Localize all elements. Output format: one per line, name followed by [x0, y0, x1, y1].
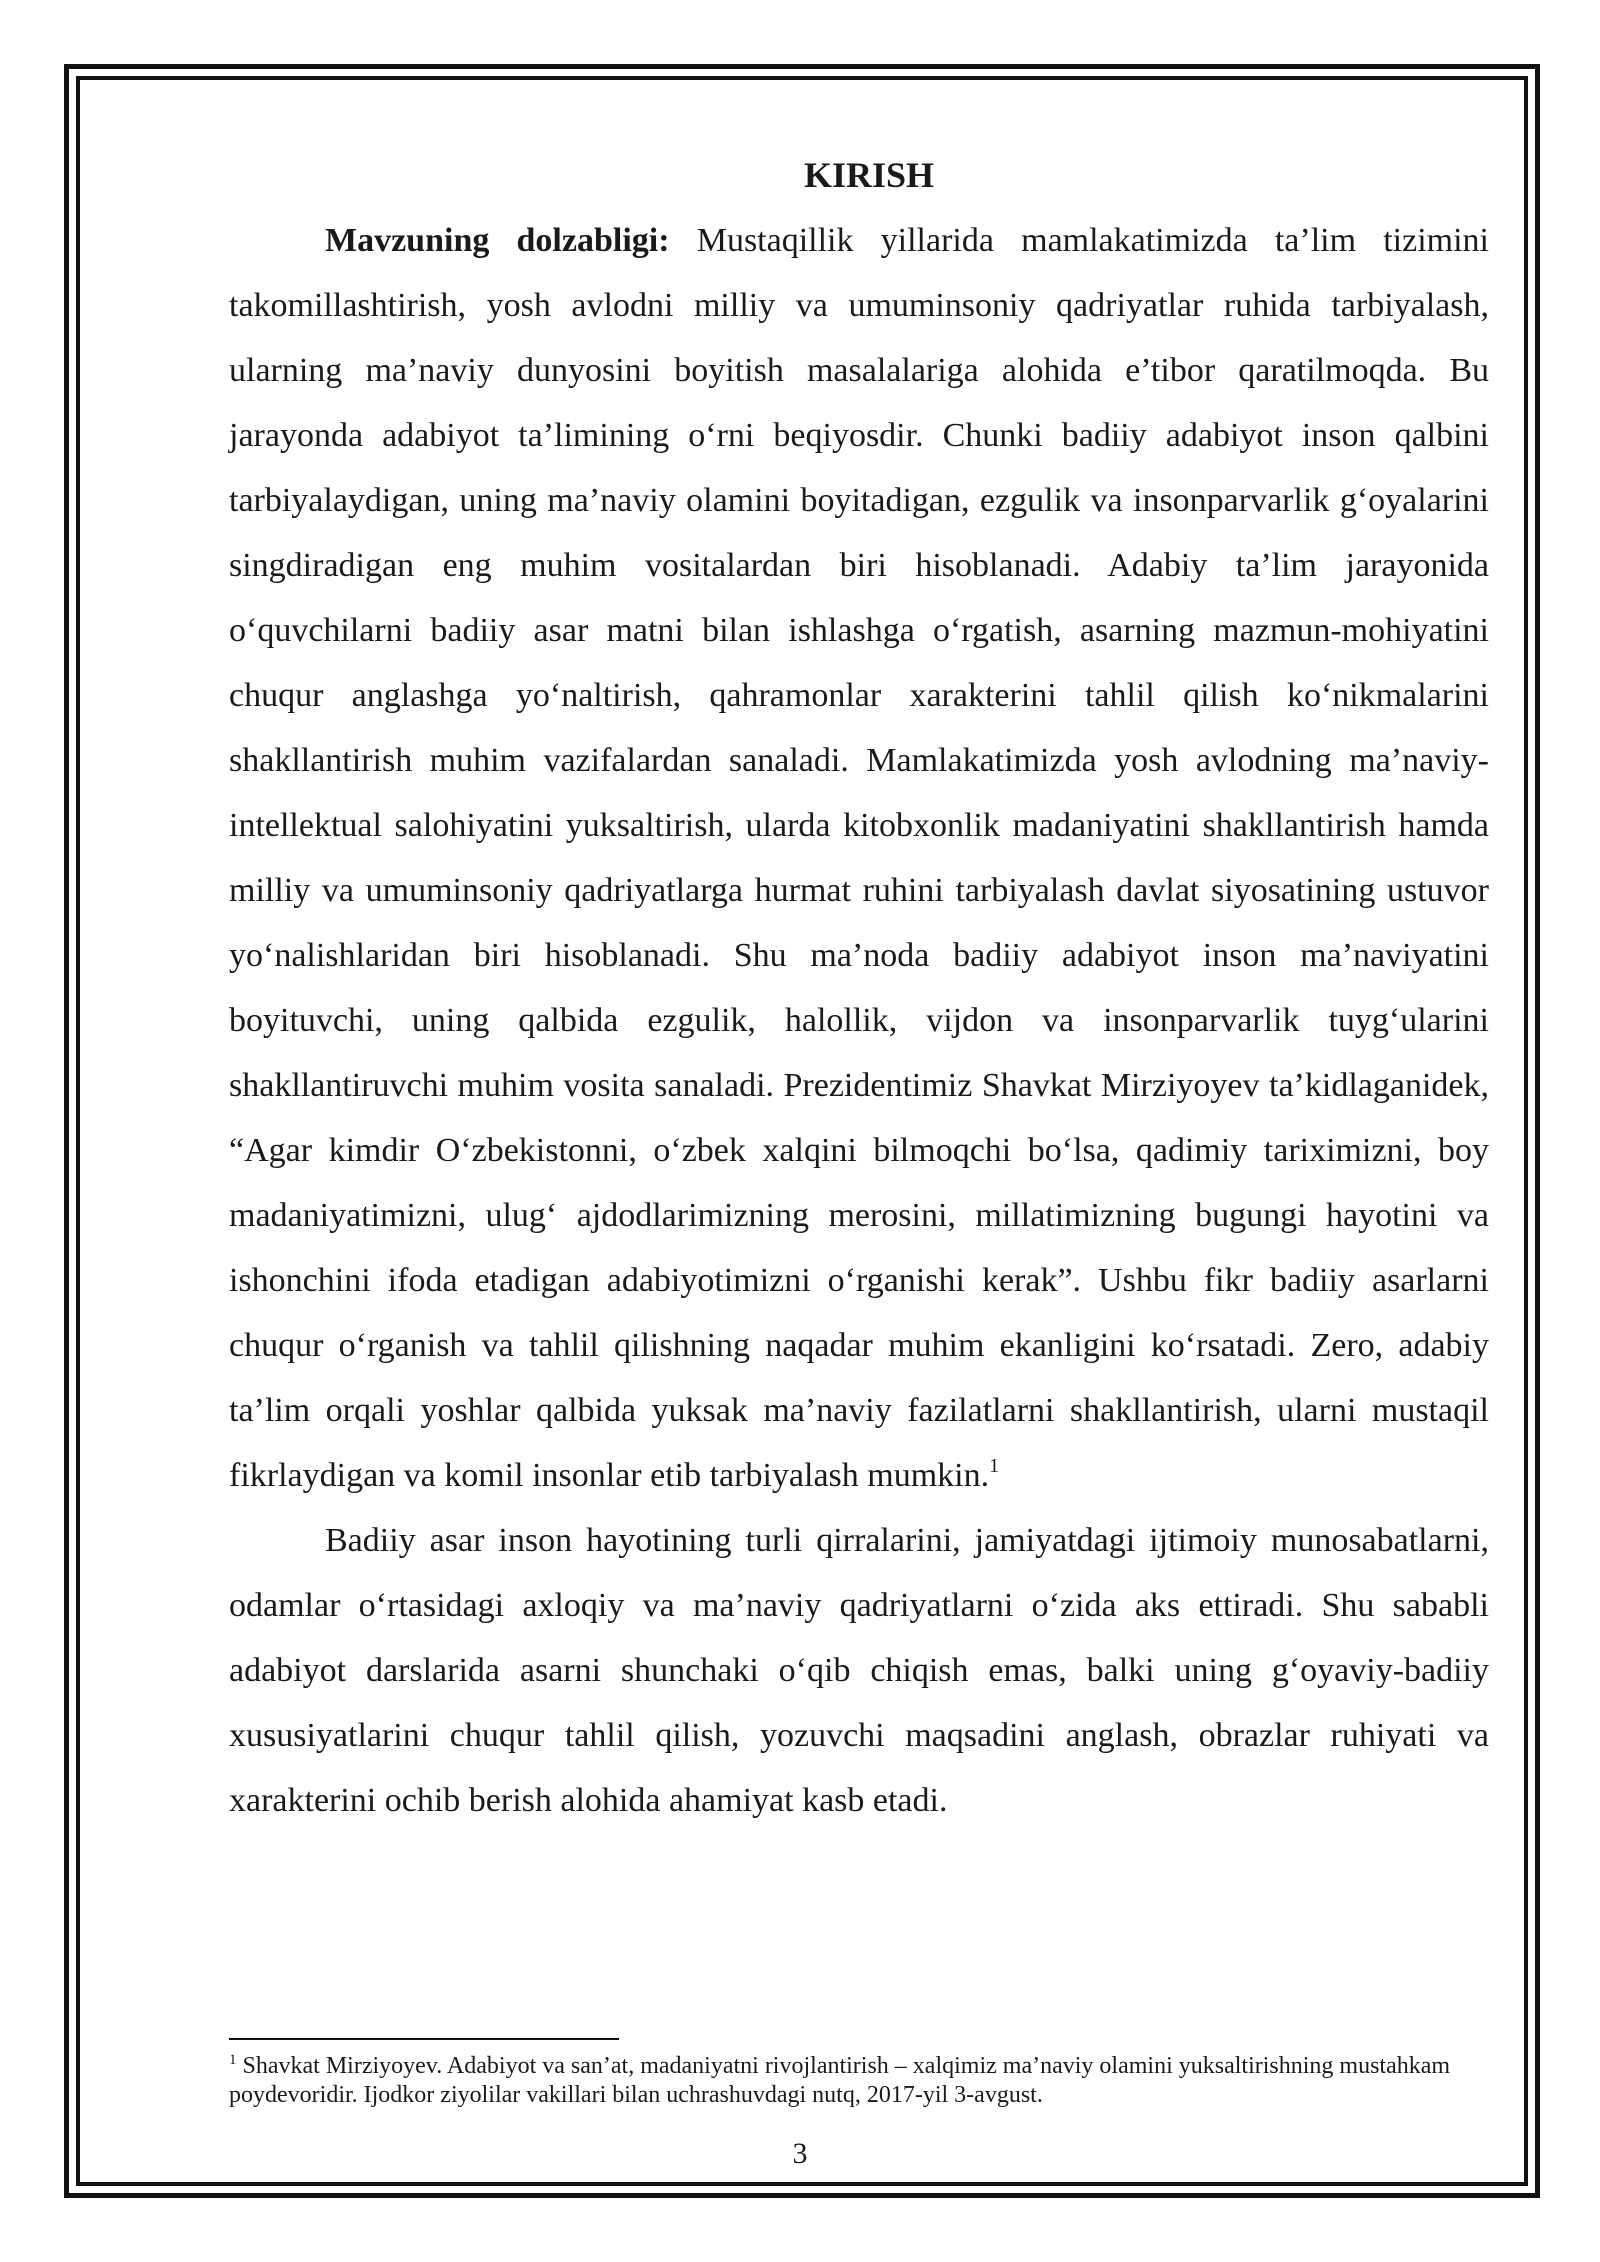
footnote-text: Shavkat Mirziyoyev. Adabiyot va san’at, madaniyatni rivojlantirish – xalqimiz ma’naviy olamini yuksaltirishning mustahkam poydevoridir. Ijodkor ziyolilar vakillari bilan uchrashuvdagi nutq, 2017-yil 3-avgust.	[229, 2053, 1451, 2108]
section-title: KIRISH	[803, 155, 935, 195]
footnote-number: 1	[229, 2052, 237, 2068]
footnote-separator	[229, 2038, 619, 2040]
paragraph-relevance	[229, 208, 1489, 1508]
paragraph-lead: Mavzuning dolzabligi:	[325, 222, 670, 259]
footnote-reference[interactable]: 1	[989, 1455, 1000, 1477]
footnote	[229, 2052, 1489, 2110]
page-number: 3	[792, 2137, 808, 2170]
paragraph-text: Mustaqillik yillarida mamlakatimizda ta’lim tizimini takomillashtirish, yosh avlodni milliy va umuminsoniy qadriyatlar ruhida tarbiyalash, ularning ma’naviy dunyosini boyitish masalalariga alohida e’tibor qaratilmoqda. Bu jarayonda adabiyot ta’limining o‘rni beqiyosdir. Chunki badiiy adabiyot inson qalbini tarbiyalaydigan, uning ma’naviy olamini boyitadigan, ezgulik va insonparvarlik g‘oyalarini singdiradigan eng muhim vositalardan biri hisoblanadi. Adabiy ta’lim jarayonida o‘quvchilarni badiiy asar matni bilan ishlashga o‘rgatish, asarning mazmun-mohiyatini chuqur anglashga yo‘naltirish, qahramonlar xarakterini tahlil qilish ko‘nikmalarini shakllantirish muhim vazifalardan sanaladi. Mamlakatimizda yosh avlodning ma’naviy-intellektual salohiyatini yuksaltirish, ularda kitobxonlik madaniyatini shakllantirish hamda milliy va umuminsoniy qadriyatlarga hurmat ruhini tarbiyalash davlat siyosatining ustuvor yo‘nalishlaridan biri hisoblanadi. Shu ma’noda badiiy adabiyot inson ma’naviyatini boyituvchi, uning qalbida ezgulik, halollik, vijdon va insonparvarlik tuyg‘ularini shakllantiruvchi muhim vosita sanaladi. Prezidentimiz Shavkat Mirziyoyev ta’kidlaganidek, “Agar kimdir O‘zbekistonni, o‘zbek xalqini bilmoqchi bo‘lsa, qadimiy tariximizni, boy madaniyatimizni, ulug‘ ajdodlarimizning merosini, millatimizning bugungi hayotini va ishonchini ifoda etadigan adabiyotimizni o‘rganishi kerak”. Ushbu fikr badiiy asarlarni chuqur o‘rganish va tahlil qilishning naqadar muhim ekanligini ko‘rsatadi. Zero, adabiy ta’lim orqali yoshlar qalbida yuksak ma’naviy fazilatlarni shakllantirish, ularni mustaqil fikrlaydigan va komil insonlar etib tarbiyalash mumkin.	[229, 222, 1489, 1494]
paragraph-second: Badiiy asar inson hayotining turli qirralarini, jamiyatdagi ijtimoiy munosabatlarni, odamlar o‘rtasidagi axloqiy va ma’naviy qadriyatlarni o‘zida aks ettiradi. Shu sababli adabiyot darslarida asarni shunchaki o‘qib chiqish emas, balki uning g‘oyaviy-badiiy xususiyatlarini chuqur tahlil qilish, yozuvchi maqsadini anglash, obrazlar ruhiyati va xarakterini ochib berish alohida ahamiyat kasb etadi.	[229, 1522, 1489, 1819]
page-body	[229, 150, 1489, 1833]
